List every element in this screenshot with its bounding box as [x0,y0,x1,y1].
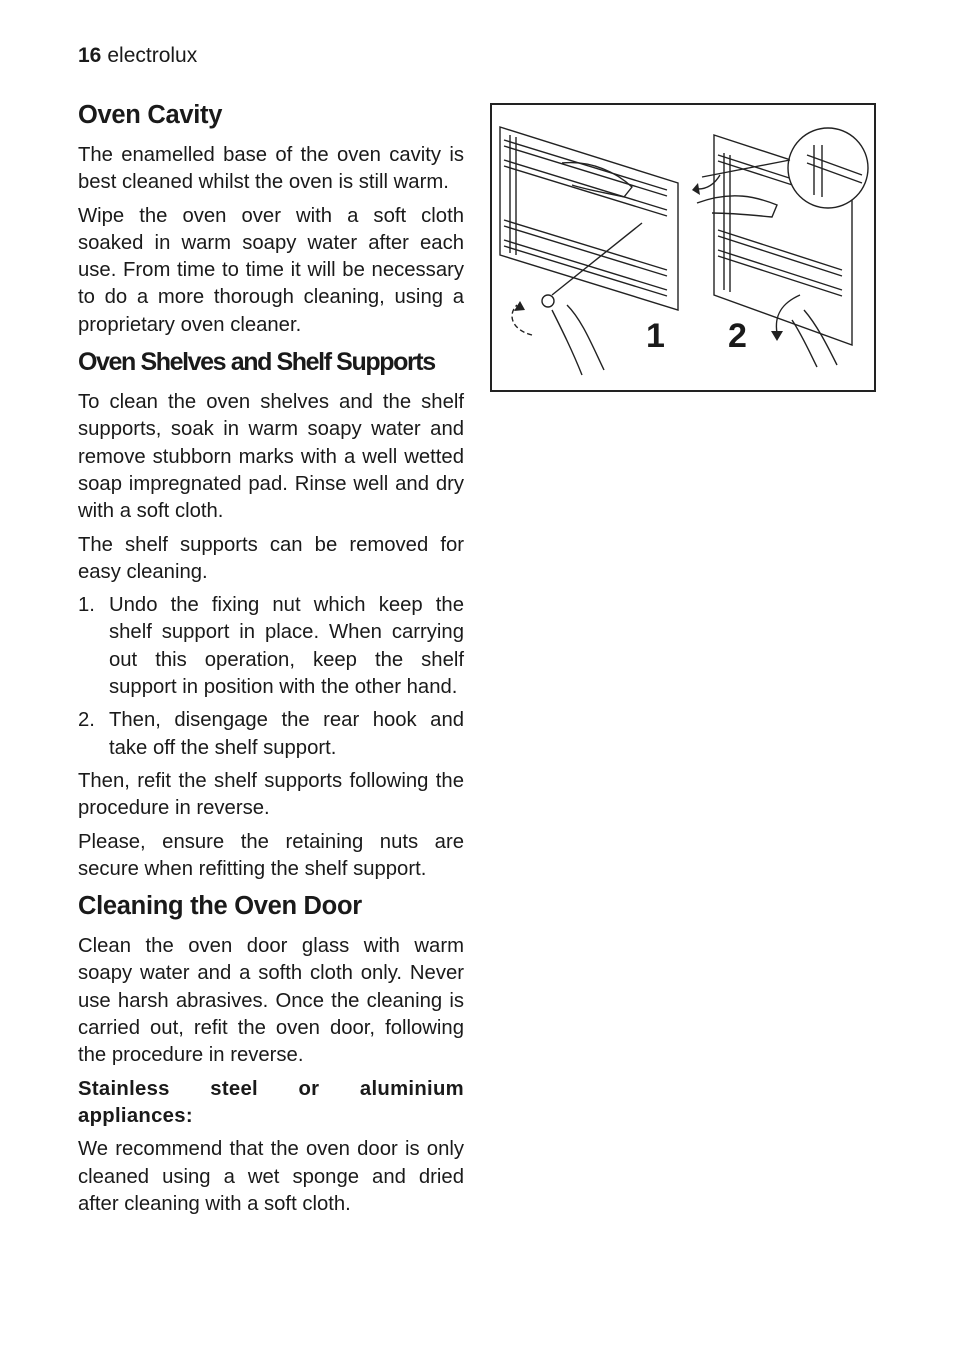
section-shelves [78,345,464,883]
brand-name: electrolux [107,44,198,67]
paragraph: To clean the oven shelves and the shelf supports, soak in warm soapy water and remove stubborn marks with a well wetted soap impregnated pad. Rinse well and dry with a soft cloth. [78,391,464,523]
page-header [78,44,197,68]
section-oven-door [78,889,464,1218]
paragraph: Then, refit the shelf supports following the procedure in reverse. [78,769,464,820]
paragraph: The enamelled base of the oven cavity is best cleaned whilst the oven is still warm. [78,144,464,194]
paragraph: Please, ensure the retaining nuts are secure when refitting the shelf support. [78,830,464,880]
illustration-drawing [492,105,874,390]
list-item [78,707,464,762]
paragraph: We recommend that the oven door is only cleaned using a wet sponge and dried after cleaning with a soft cloth. [78,1138,464,1215]
shelf-support-illustration [490,103,876,392]
page-number: 16 [78,44,102,67]
section-title: Cleaning the Oven Door [78,892,362,921]
subheading: Stainless steel or aluminium appliances: [78,1077,464,1127]
step-label-2: 2 [728,317,747,355]
step-label-1: 1 [646,317,665,355]
step-text: Undo the fixing nut which keep the shelf support in place. When carrying out this operation, keep the shelf support in position with the other hand. [109,594,464,699]
main-column [78,98,464,1224]
list-item [78,592,464,701]
step-text: Then, disengage the rear hook and take off the shelf support. [109,709,464,759]
step-number: 1. [78,594,95,617]
step-number: 2. [78,709,95,732]
section-oven-cavity [78,98,464,339]
section-title: Oven Cavity [78,101,223,129]
paragraph: The shelf supports can be removed for easy cleaning. [78,533,464,583]
section-title: Oven Shelves and Shelf Supports [78,348,435,377]
paragraph: Clean the oven door glass with warm soapy water and a softh cloth only. Never use harsh abrasives. Once the cleaning is carried out, refit the oven door, following the procedure in reverse. [78,935,464,1067]
steps-list [78,592,464,762]
paragraph: Wipe the oven over with a soft cloth soaked in warm soapy water after each use. From time to time it will be necessary to do a more thorough cleaning, using a proprietary oven cleaner. [78,204,464,336]
